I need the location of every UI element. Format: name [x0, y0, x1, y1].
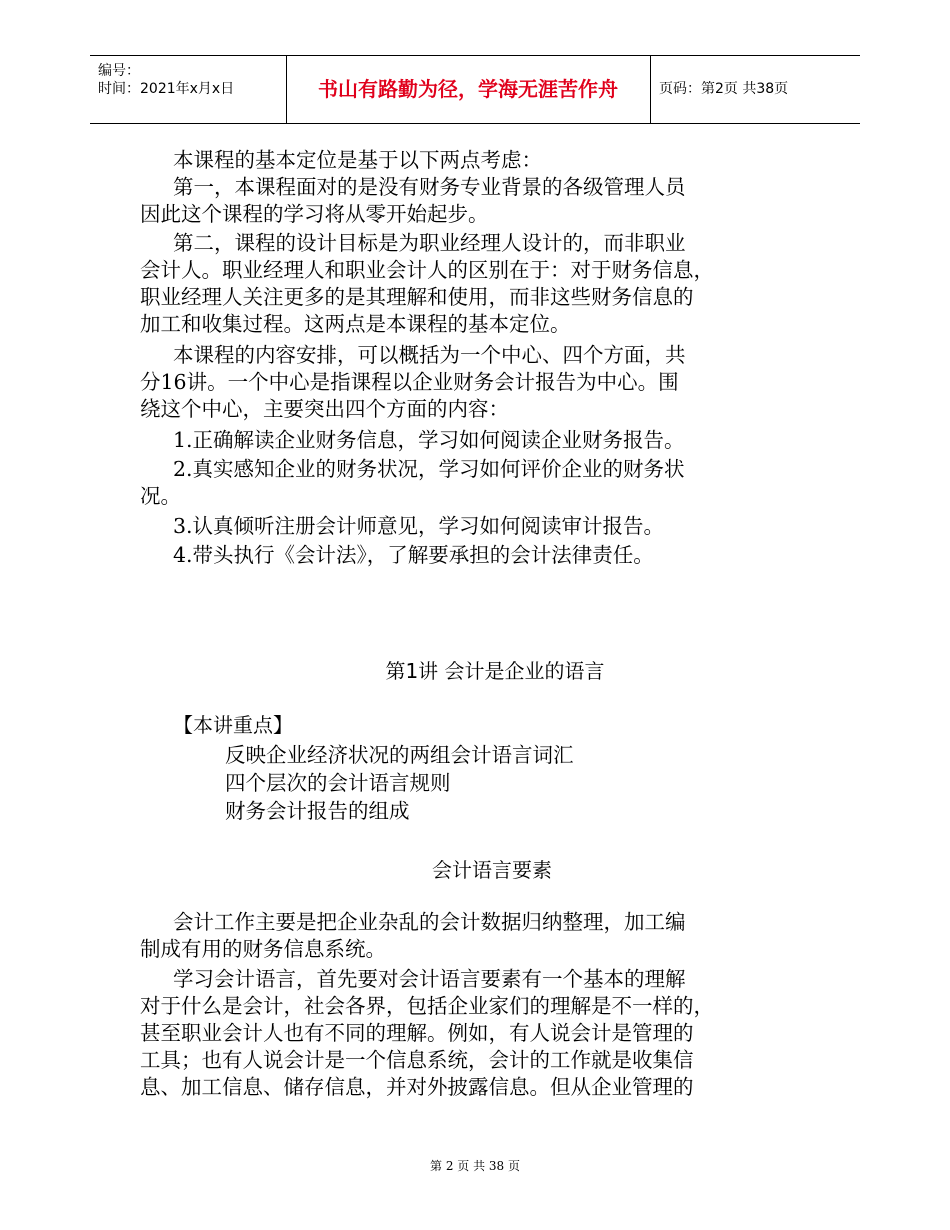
list-item: 2.真实感知企业的财务状况，学习如何评价企业的财务状: [173, 457, 685, 481]
body-line: 分16讲。一个中心是指课程以企业财务会计报告为中心。围: [140, 370, 679, 394]
focus-item: 反映企业经济状况的两组会计语言词汇: [225, 743, 574, 767]
body-line: 工具；也有人说会计是一个信息系统，会计的工作就是收集信: [140, 1048, 694, 1072]
list-item: 4.带头执行《会计法》，了解要承担的会计法律责任。: [173, 543, 654, 567]
body-line: 第一，本课程面对的是没有财务专业背景的各级管理人员: [173, 175, 686, 199]
focus-item: 财务会计报告的组成: [225, 799, 410, 823]
body-line: 绕这个中心，主要突出四个方面的内容：: [140, 397, 509, 421]
list-item: 况。: [140, 484, 181, 508]
header-date: 时间：2021年x月x日: [98, 81, 235, 97]
body-line: 职业经理人关注更多的是其理解和使用，而非这些财务信息的: [140, 285, 694, 309]
list-item: 1.正确解读企业财务信息，学习如何阅读企业财务报告。: [173, 428, 685, 452]
body-line: 会计工作主要是把企业杂乱的会计数据归纳整理，加工编: [173, 910, 686, 934]
body-line: 因此这个课程的学习将从零开始起步。: [140, 202, 489, 226]
body-line: 对于什么是会计，社会各界，包括企业家们的理解是不一样的，: [140, 994, 714, 1018]
header-meta: [98, 62, 234, 98]
body-line: 本课程的内容安排，可以概括为一个中心、四个方面，共: [173, 343, 686, 367]
body-line: 加工和收集过程。这两点是本课程的基本定位。: [140, 312, 571, 336]
focus-label: 【本讲重点】: [173, 713, 293, 737]
body-line: 息、加工信息、储存信息，并对外披露信息。但从企业管理的: [140, 1075, 694, 1099]
list-item: 3.认真倾听注册会计师意见，学习如何阅读审计报告。: [173, 514, 665, 538]
header-motto: 书山有路勤为径，学海无涯苦作舟: [318, 77, 618, 101]
body-line: 制成有用的财务信息系统。: [140, 937, 386, 961]
page-footer: 第 2 页 共 38 页: [430, 1159, 520, 1173]
lecture-title: 第1讲 会计是企业的语言: [385, 659, 605, 683]
body-line: 本课程的基本定位是基于以下两点考虑：: [173, 148, 542, 172]
header-divider: [650, 56, 651, 123]
header-page-number: 页码：第2页 共38页: [659, 81, 789, 97]
section-title: 会计语言要素: [432, 858, 552, 882]
body-line: 学习会计语言，首先要对会计语言要素有一个基本的理解: [173, 967, 686, 991]
body-line: 会计人。职业经理人和职业会计人的区别在于：对于财务信息，: [140, 258, 714, 282]
focus-item: 四个层次的会计语言规则: [225, 771, 451, 795]
page-header: [90, 55, 860, 124]
body-line: 第二，课程的设计目标是为职业经理人设计的，而非职业: [173, 231, 686, 255]
body-line: 甚至职业会计人也有不同的理解。例如，有人说会计是管理的: [140, 1021, 694, 1045]
header-number: 编号：: [98, 63, 140, 79]
